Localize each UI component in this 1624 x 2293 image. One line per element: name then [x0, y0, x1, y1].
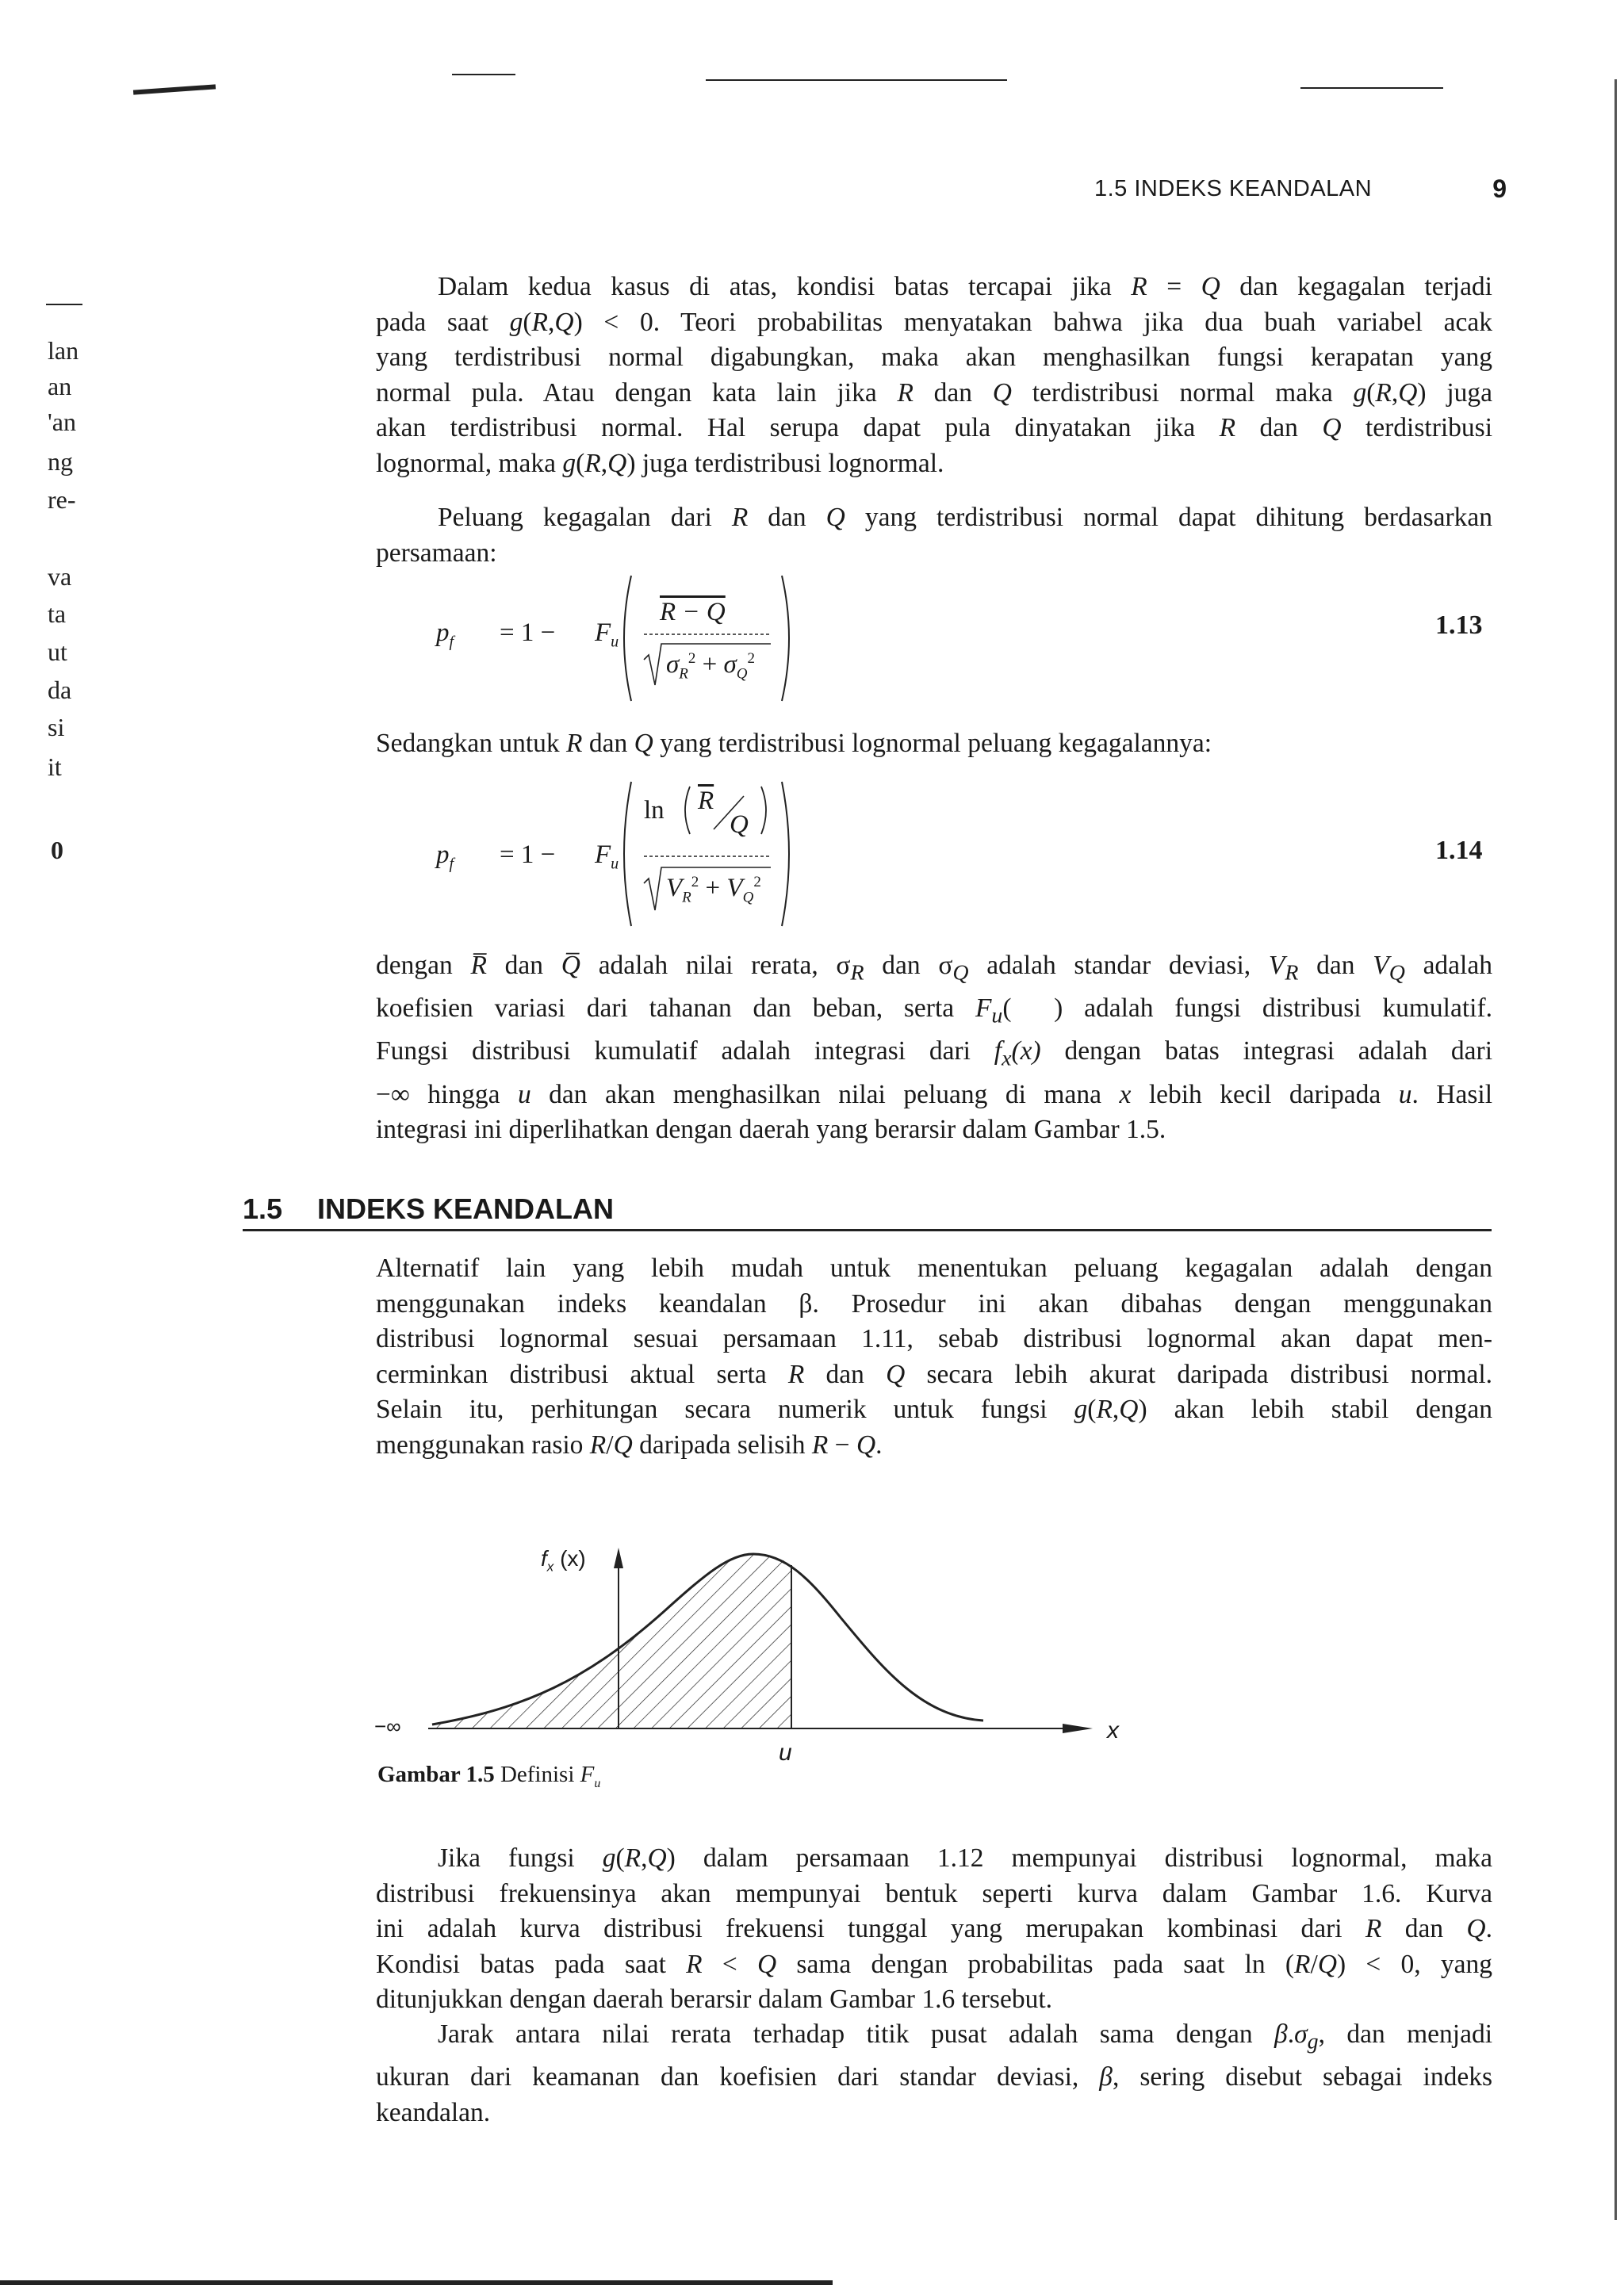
margin-fragment: 'an: [48, 408, 76, 436]
paragraph-limit-state: [376, 270, 1492, 481]
eq-lhs: [436, 840, 454, 874]
text-line: distribusi frekuensinya akan mempunyai bentuk seperti kurva dalam Gambar 1.6. Kurva: [376, 1878, 1492, 1908]
neg-infinity-label: −∞: [374, 1714, 401, 1738]
text-line: Selain itu, perhitungan secara numerik untuk fungsi g(R,Q) akan lebih stabil dengan: [376, 1395, 1492, 1424]
margin-fragment: ut: [48, 637, 67, 666]
running-header-title: 1.5 INDEKS KEANDALAN: [1094, 176, 1373, 201]
y-axis-label-f: f: [541, 1546, 547, 1571]
text-line: normal pula. Atau dengan kata lain jika R dan Q terdistribusi normal maka g(R,Q) juga: [376, 377, 1493, 408]
text-line: dengan R̅ dan Q̅ adalah nilai rerata, $\sigma_R$ dan $\sigma_Q$ adalah standar deviasi, $V_R$ dan $V_Q$ adalah: [376, 951, 1492, 986]
margin-fragment: an: [48, 372, 72, 400]
eq-equals-one-minus: = 1 −: [500, 618, 556, 647]
text-line: menggunakan indeks keandalan β. Prosedur ini akan dibahas dengan menggunakan: [376, 1288, 1492, 1319]
margin-fragment: re-: [48, 485, 76, 514]
margin-fragment: ta: [48, 599, 67, 628]
eq-ratio-r: $\overline{R}$: [698, 787, 714, 815]
page-number: 9: [1492, 174, 1507, 203]
text-line: ukuran dari keamanan dan koefisien dari standar deviasi, β, sering disebut sebagai indeks: [376, 2062, 1492, 2092]
u-label: u: [779, 1740, 792, 1766]
equation-number: 1.14: [1435, 836, 1483, 865]
eq-lhs-symbol: p: [436, 618, 450, 647]
scan-artifact-top-1: [452, 74, 515, 75]
equation-number: 1.13: [1435, 611, 1483, 640]
eq-parens: [603, 571, 793, 706]
margin-fragment: si: [48, 713, 65, 741]
figure-caption-f-subscript: u: [594, 1776, 601, 1790]
figure-caption-label: Gambar 1.5: [377, 1762, 495, 1787]
distribution-curve-figure: [365, 1530, 1158, 1800]
eq-cdf-subscript: u: [611, 633, 619, 651]
margin-fragment: da: [48, 676, 72, 704]
margin-fragment: ng: [48, 447, 73, 476]
eq-cdf-symbol: F: [595, 618, 611, 647]
paragraph-lognormal-g: [376, 1841, 1492, 2018]
eq-v-r-subscript: R: [682, 889, 691, 906]
eq-sigma-q-subscript: Q: [736, 665, 748, 683]
margin-fragment: lan: [48, 336, 79, 365]
scan-artifact-top-left: [133, 84, 216, 94]
text-line: Kondisi batas pada saat R < Q sama dengan probabilitas pada saat ln (R/Q) < 0, yang: [376, 1949, 1493, 1979]
margin-fragment: va: [48, 562, 72, 591]
eq-lhs-subscript: f: [449, 633, 454, 651]
paragraph-lognormal-intro: [376, 726, 1492, 762]
text-line: Jarak antara nilai rerata terhadap titik pusat adalah sama dengan $\beta.\sigma_g$, dan menjadi: [438, 2019, 1493, 2054]
eq-cdf-symbol: F: [595, 840, 611, 869]
equation-1-13: [428, 571, 1507, 706]
figure-caption: [377, 1762, 600, 1791]
paragraph-failure-probability: [376, 500, 1492, 571]
section-title: INDEKS KEANDALAN: [317, 1192, 615, 1225]
scan-artifact-top-3: [1300, 87, 1443, 89]
text-line: Dalam kedua kasus di atas, kondisi batas tercapai jika R = Q dan kegagalan terjadi: [438, 272, 1492, 301]
eq-lhs-subscript: f: [449, 855, 454, 873]
eq-lhs-symbol: p: [436, 840, 450, 869]
y-axis-arrow: [614, 1548, 623, 1568]
text-line: −∞ hingga u dan akan menghasilkan nilai peluang di mana x lebih kecil daripada u. Hasil: [376, 1079, 1493, 1109]
x-axis-label: x: [1107, 1717, 1119, 1744]
running-header: [1094, 176, 1507, 208]
text-line: Peluang kegagalan dari R dan Q yang terdistribusi normal dapat dihitung berdasarkan: [438, 503, 1492, 532]
text-line: persamaan:: [376, 538, 497, 568]
text-line: distribusi lognormal sesuai persamaan 1.11, sebab distribusi lognormal akan dapat men-: [376, 1324, 1492, 1353]
text-line: keandalan.: [376, 2097, 491, 2127]
eq-denominator: $\sigma_R^2 + \sigma_Q^2$: [666, 650, 756, 683]
scan-artifact-bottom: [0, 2280, 833, 2285]
x-axis-arrow: [1063, 1724, 1093, 1733]
y-axis-label: [541, 1546, 586, 1575]
margin-fragment: 0: [51, 836, 63, 864]
eq-v-q-subscript: Q: [742, 889, 754, 906]
figure-caption-f: F: [580, 1762, 595, 1787]
text-line: cerminkan distribusi aktual serta R dan Q secara lebih akurat daripada distribusi normal.: [376, 1359, 1492, 1389]
eq-ratio-q: Q: [730, 810, 749, 839]
paragraph-reliability-index: [376, 1251, 1492, 1463]
text-line: ditunjukkan dengan daerah berarsir dalam Gambar 1.6 tersebut.: [376, 1985, 1053, 2014]
section-number: 1.5: [243, 1192, 283, 1225]
text-line: ini adalah kurva distribusi frekuensi tunggal yang merupakan kombinasi dari R dan Q.: [376, 1914, 1492, 1943]
eq-sigma-r-subscript: R: [679, 665, 688, 683]
y-axis-label-subscript: x: [546, 1559, 554, 1575]
scan-artifact-top-2: [706, 79, 1007, 81]
y-axis-label-arg: (x): [560, 1546, 586, 1571]
figure-caption-text: Definisi: [500, 1762, 575, 1787]
eq-v-r: V: [666, 874, 683, 902]
shaded-area: [432, 1554, 791, 1728]
section-heading: [243, 1189, 1492, 1231]
eq-lhs: [436, 618, 454, 652]
text-line: menggunakan rasio R/Q daripada selisih R − Q.: [376, 1430, 883, 1460]
text-line: Fungsi distribusi kumulatif adalah integrasi dari $f_x(x)$ dengan batas integrasi adalah dari: [376, 1036, 1493, 1072]
text-line: Alternatif lain yang lebih mudah untuk menentukan peluang kegagalan adalah dengan: [376, 1254, 1492, 1283]
text-line: integrasi ini diperlihatkan dengan daerah yang berarsir dalam Gambar 1.5.: [376, 1115, 1166, 1145]
eq-v-q: V: [726, 874, 743, 902]
text-line: koefisien variasi dari tahanan dan beban, serta $F_u$( ) adalah fungsi distribusi kumulatif.: [376, 993, 1492, 1028]
equation-1-14: [428, 779, 1507, 929]
eq-numerator: R − Q: [660, 598, 726, 626]
paragraph-beta-distance: [376, 2017, 1492, 2130]
eq-equals-one-minus: = 1 −: [500, 840, 556, 869]
text-line: Sedangkan untuk R dan Q yang terdistribusi lognormal peluang kegagalannya:: [376, 729, 1212, 758]
eq-cdf-subscript: u: [611, 855, 619, 873]
text-line: akan terdistribusi normal. Hal serupa dapat pula dinyatakan jika R dan Q terdistribusi: [376, 413, 1492, 442]
eq-sigma-r: σ: [666, 650, 680, 679]
figure-1-5: [365, 1530, 1158, 1800]
scan-artifact-right-edge: [1614, 79, 1617, 2220]
eq-denominator: $V_R^2 + V_Q^2$: [666, 874, 761, 906]
text-line: lognormal, maka g(R,Q) juga terdistribusi lognormal.: [376, 448, 944, 478]
text-line: pada saat g(R,Q) < 0. Teori probabilitas menyatakan bahwa jika dua buah variabel acak: [376, 307, 1492, 337]
eq-sigma-q: σ: [723, 650, 737, 679]
margin-rule: [46, 304, 82, 305]
text-line: Jika fungsi g(R,Q) dalam persamaan 1.12 mempunyai distribusi lognormal, maka: [438, 1843, 1492, 1873]
eq-ln: ln: [644, 796, 665, 825]
text-line: yang terdistribusi normal digabungkan, maka akan menghasilkan fungsi kerapatan yang: [376, 343, 1492, 372]
margin-fragment: it: [48, 752, 62, 781]
paragraph-definitions: [376, 948, 1492, 1148]
